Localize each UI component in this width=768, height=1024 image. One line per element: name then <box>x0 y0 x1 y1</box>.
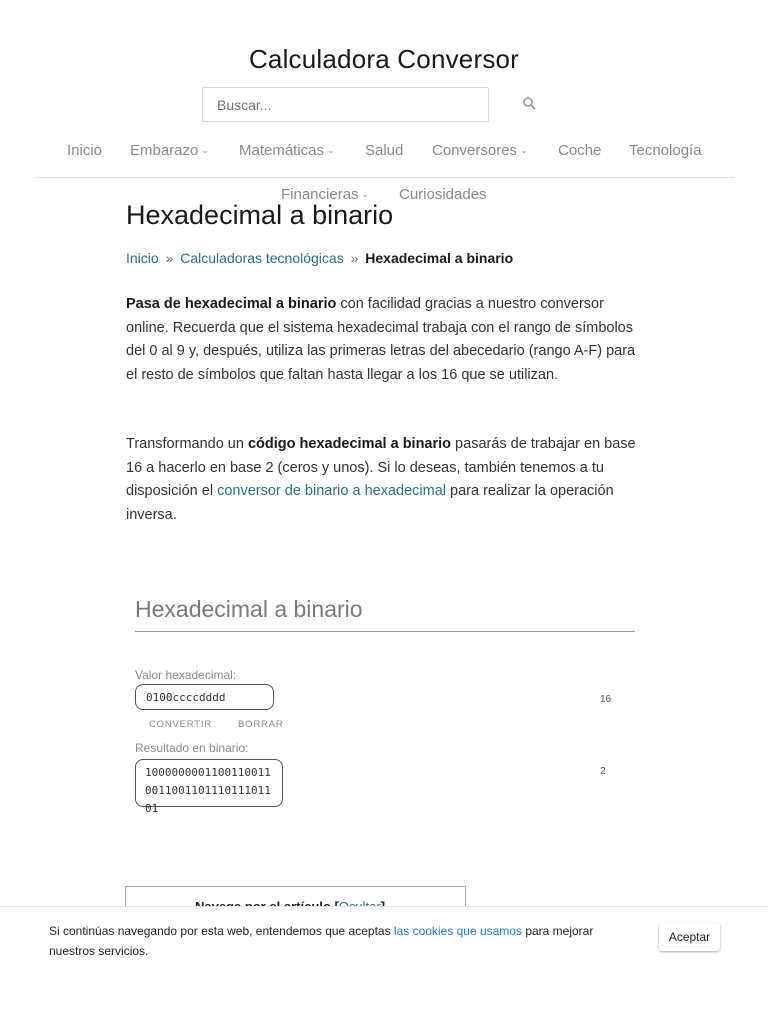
nav-item-label: Curiosidades <box>399 186 487 203</box>
hex-input[interactable] <box>135 684 274 710</box>
cookie-message <box>49 921 629 961</box>
search-icon[interactable] <box>522 96 538 112</box>
intro-paragraph-2 <box>126 433 646 527</box>
hex-input-label: Valor hexadecimal: <box>135 668 237 682</box>
nav-item-curiosidades[interactable] <box>399 186 487 203</box>
intro-text: para realizar la operación inversa. <box>126 483 614 523</box>
nav-item-label: Matemáticas <box>239 142 325 159</box>
cookie-text-start: Si continúas navegando por esta web, entendemos que aceptas <box>49 924 394 938</box>
nav-item-coche[interactable] <box>558 142 601 159</box>
breadcrumb-current: Hexadecimal a binario <box>365 250 514 266</box>
binary-to-hex-link[interactable]: conversor de binario a hexadecimal <box>217 483 446 499</box>
intro-text: pasarás de trabajar en base 16 a hacerlo en base 2 (ceros y unos). Si lo deseas, también tenemos a tu disposición el <box>126 436 636 499</box>
breadcrumb-home-link[interactable]: Inicio <box>126 250 159 266</box>
nav-item-label: Inicio <box>67 142 103 159</box>
nav-item-matematicas[interactable] <box>239 142 335 159</box>
breadcrumb-separator: » <box>350 250 359 266</box>
breadcrumb <box>126 250 513 266</box>
calculator-title: Hexadecimal a binario <box>135 596 363 622</box>
nav-item-financieras[interactable] <box>281 186 369 203</box>
nav-item-label: Embarazo <box>130 142 199 159</box>
breadcrumb-category-link[interactable]: Calculadoras tecnológicas <box>180 250 344 266</box>
convert-button[interactable]: CONVERTIR <box>149 719 212 730</box>
chevron-down-icon: ⌄ <box>520 145 528 155</box>
nav-item-label: Coche <box>558 142 602 159</box>
cookie-text-end: para mejorar nuestros servicios. <box>49 924 594 958</box>
cookie-banner <box>0 906 768 1024</box>
binary-output-label: Resultado en binario: <box>135 741 249 755</box>
nav-item-label: Salud <box>365 142 404 159</box>
accept-cookies-button[interactable]: Aceptar <box>659 923 720 951</box>
chevron-down-icon: ⌄ <box>201 145 209 155</box>
site-title[interactable]: Calculadora Conversor <box>248 44 520 74</box>
nav-item-salud[interactable] <box>365 142 403 159</box>
intro-text: Transformando un <box>126 436 248 452</box>
main-nav <box>0 142 768 162</box>
cookie-policy-link[interactable]: las cookies que usamos <box>393 924 522 938</box>
nav-item-inicio[interactable] <box>67 142 102 159</box>
main-nav-row-2 <box>0 186 768 206</box>
nav-item-conversores[interactable] <box>432 142 528 159</box>
intro-paragraph-1 <box>126 293 646 387</box>
nav-item-tecnologia[interactable] <box>629 142 702 159</box>
chevron-down-icon: ⌄ <box>327 145 335 155</box>
intro-bold: código hexadecimal a binario <box>247 436 452 452</box>
search-input[interactable] <box>202 87 489 122</box>
nav-item-label: Financieras <box>281 186 359 203</box>
input-base-label: 16 <box>600 694 612 705</box>
nav-item-label: Conversores <box>432 142 518 159</box>
intro-text: con facilidad gracias a nuestro conversor online. Recuerda que el sistema hexadecimal trabaja con el rango de símbolos del 0 al 9 y, después, utiliza las primeras letras del abecedario (rango A-F) para el resto de símbolos que faltan hasta llegar a los 16 que se utilizan. <box>126 296 636 383</box>
output-base-label: 2 <box>600 766 606 777</box>
nav-divider <box>35 177 734 178</box>
chevron-down-icon: ⌄ <box>361 189 370 199</box>
page-title: Hexadecimal a binario <box>126 200 394 230</box>
nav-item-label: Tecnología <box>629 142 702 159</box>
calculator-divider <box>135 631 635 632</box>
intro-bold: Pasa de hexadecimal a binario <box>126 296 337 312</box>
binary-output-field[interactable]: 1000000001100110011 0011001101110111011 01 <box>135 759 283 807</box>
breadcrumb-separator: » <box>165 250 174 266</box>
clear-button[interactable]: BORRAR <box>238 719 284 730</box>
nav-item-embarazo[interactable] <box>130 142 209 159</box>
